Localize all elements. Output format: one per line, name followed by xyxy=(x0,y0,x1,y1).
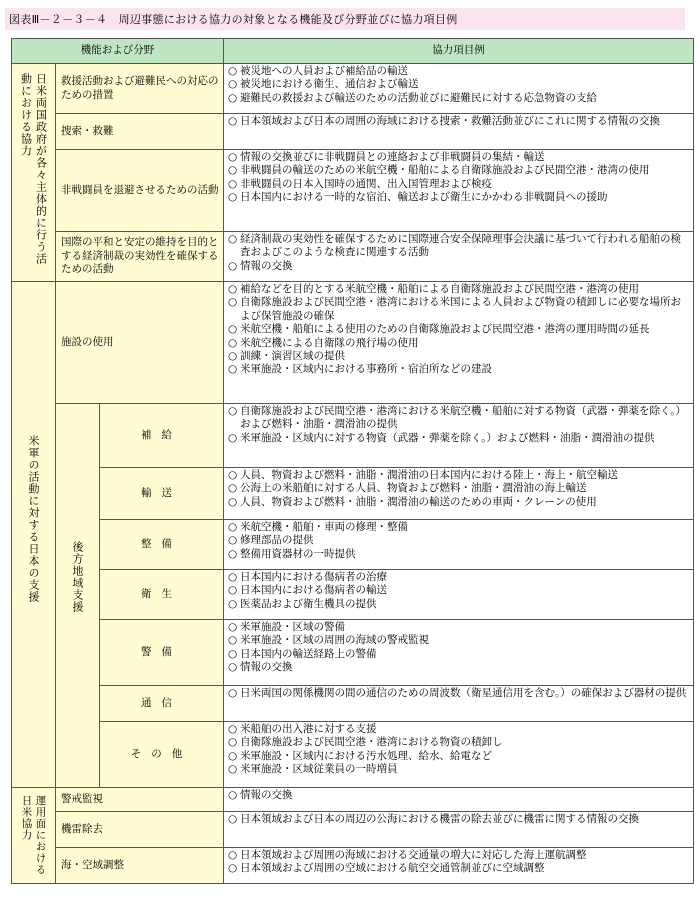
list-item: ○ 米軍施設・区域内における汚水処理、給水、給電など xyxy=(228,750,689,763)
list-item: ○ 情報の交換 xyxy=(228,789,689,802)
header-items: 協力項目例 xyxy=(224,39,694,64)
list-item: ○ 米航空機・船舶による使用のための自衛隊施設および民間空港・港湾の運用時間の延長 xyxy=(228,323,689,336)
items-cell xyxy=(224,570,694,620)
category-label: 輸送 xyxy=(100,468,224,520)
list-item: ○ 公海上の米船舶に対する人員、物資および燃料・油脂・潤滑油の海上輸送 xyxy=(228,482,689,495)
rear-support-label: 後方地域支援 xyxy=(56,404,100,788)
items-cell xyxy=(224,520,694,570)
list-item: ○ 日米両国の関係機関の間の通信のための周波数（衛星通信用を含む。）の確保および器材の提供 xyxy=(228,687,689,700)
list-item: ○ 日本国内における傷病者の輸送 xyxy=(228,584,689,597)
list-item: ○ 米軍施設・区域の警備 xyxy=(228,621,689,634)
table-row xyxy=(12,232,694,282)
items-cell xyxy=(224,150,694,232)
items-cell xyxy=(224,722,694,788)
list-item: ○ 人員、物資および燃料・油脂・潤滑油の日本国内における陸上・海上・航空輸送 xyxy=(228,469,689,482)
list-item: ○ 米軍施設・区域内に対する物資（武器・弾薬を除く。）および燃料・油脂・潤滑油の提供 xyxy=(228,432,689,445)
list-item: ○ 米軍施設・区域の周囲の海域の警戒監視 xyxy=(228,634,689,647)
list-item: ○ 米軍施設・区域内における事務所・宿泊所などの建設 xyxy=(228,363,689,376)
category-label: 整備 xyxy=(100,520,224,570)
list-item: ○ 被災地への人員および補給品の輸送 xyxy=(228,65,689,78)
list-item: ○ 情報の交換並びに非戦闘員との連絡および非戦闘員の集結・輸送 xyxy=(228,151,689,164)
row-label: 海・空域調整 xyxy=(56,848,224,884)
list-item: ○ 避難民の救援および輸送のための活動並びに避難民に対する応急物資の支給 xyxy=(228,92,689,105)
items-cell xyxy=(224,812,694,848)
list-item: ○ 非戦闘員の日本入国時の通関、出入国管理および検疫 xyxy=(228,178,689,191)
list-item: ○ 自衛隊施設および民間空港・港湾における米国による人員および物資の積卸しに必要な場所および保管施設の確保 xyxy=(228,296,689,323)
list-item: ○ 経済制裁の実効性を確保するために国際連合安全保障理事会決議に基づいて行われる船舶の検査およびこのような検査に関連する活動 xyxy=(228,233,689,260)
table-row xyxy=(12,812,694,848)
items-cell xyxy=(224,620,694,686)
table-row xyxy=(12,64,694,114)
figure-title: 図表Ⅲ－２－３－４ 周辺事態における協力の対象となる機能及び分野並びに協力項目例 xyxy=(9,13,458,26)
list-item: ○ 被災地における衛生、通信および輸送 xyxy=(228,78,689,91)
row-label: 警戒監視 xyxy=(56,788,224,812)
list-item: ○ 補給などを目的とする米航空機・船舶による自衛隊施設および民間空港・港湾の使用 xyxy=(228,283,689,296)
list-item: ○ 訓練・演習区域の提供 xyxy=(228,350,689,363)
list-item: ○ 米船舶の出入港に対する支援 xyxy=(228,723,689,736)
category-label: 衛生 xyxy=(100,570,224,620)
items-cell xyxy=(224,788,694,812)
table-row xyxy=(12,848,694,884)
table-row xyxy=(12,788,694,812)
list-item: ○ 整備用資器材の一時提供 xyxy=(228,548,689,561)
list-item: ○ 情報の交換 xyxy=(228,661,689,674)
table-row xyxy=(12,282,694,404)
list-item: ○ 情報の交換 xyxy=(228,260,689,273)
items-cell xyxy=(224,468,694,520)
list-item: ○ 日本領域および日本の周辺の公海における機雷の除去並びに機雷に関する情報の交換 xyxy=(228,813,689,826)
list-item: ○ 自衛隊施設および民間空港・港湾における物資の積卸し xyxy=(228,736,689,749)
table-row xyxy=(12,520,694,570)
header-function: 機能および分野 xyxy=(12,39,224,64)
category-label: 通信 xyxy=(100,686,224,722)
table-row xyxy=(12,468,694,520)
table-row xyxy=(12,114,694,150)
category-label: 警備 xyxy=(100,620,224,686)
items-cell xyxy=(224,64,694,114)
group-label-3: 運用面における日米協力 xyxy=(12,788,56,884)
items-cell xyxy=(224,686,694,722)
group-label-1: 日米両国政府が各々主体的に行う活動における協力 xyxy=(12,64,56,282)
list-item: ○ 米軍施設・区域従業員の一時増員 xyxy=(228,763,689,776)
list-item: ○ 日本領域および周囲の空域における航空交通管制並びに空域調整 xyxy=(228,862,689,875)
items-cell xyxy=(224,848,694,884)
items-cell xyxy=(224,114,694,150)
table-row xyxy=(12,686,694,722)
row-label: 施設の使用 xyxy=(56,282,224,404)
list-item: ○ 自衛隊施設および民間空港・港湾における米航空機・船舶に対する物資（武器・弾薬を除く。）および燃料・油脂・潤滑油の提供 xyxy=(228,405,689,432)
list-item: ○ 日本領域および日本の周囲の海域における捜索・救難活動並びにこれに関する情報の交換 xyxy=(228,115,689,128)
list-item: ○ 日本領域および周囲の海域における交通量の増大に対応した海上運航調整 xyxy=(228,849,689,862)
list-item: ○ 医薬品および衛生機具の提供 xyxy=(228,598,689,611)
list-item: ○ 米航空機・船舶・車両の修理・整備 xyxy=(228,521,689,534)
table-row xyxy=(12,570,694,620)
table-row xyxy=(12,150,694,232)
list-item: ○ 米航空機による自衛隊の飛行場の使用 xyxy=(228,337,689,350)
items-cell xyxy=(224,232,694,282)
items-cell xyxy=(224,282,694,404)
list-item: ○ 修理部品の提供 xyxy=(228,534,689,547)
list-item: ○ 非戦闘員の輸送のための米航空機・船舶による自衛隊施設および民間空港・港湾の使用 xyxy=(228,164,689,177)
cooperation-table xyxy=(11,38,694,884)
table-row xyxy=(12,722,694,788)
list-item: ○ 日本国内における一時的な宿泊、輸送および衛生にかかわる非戦闘員への援助 xyxy=(228,191,689,204)
header-row xyxy=(12,39,694,64)
items-cell xyxy=(224,404,694,468)
row-label: 国際の平和と安定の維持を目的とする経済制裁の実効性を確保するための活動 xyxy=(56,232,224,282)
figure-title-bar xyxy=(5,8,685,30)
group-label-2: 米軍の活動に対する日本の支援 xyxy=(12,282,56,788)
row-label: 捜索・救難 xyxy=(56,114,224,150)
row-label: 非戦闘員を退避させるための活動 xyxy=(56,150,224,232)
table-row xyxy=(12,620,694,686)
category-label: その他 xyxy=(100,722,224,788)
category-label: 補給 xyxy=(100,404,224,468)
row-label: 機雷除去 xyxy=(56,812,224,848)
list-item: ○ 日本国内の輸送経路上の警備 xyxy=(228,648,689,661)
list-item: ○ 人員、物資および燃料・油脂・潤滑油の輸送のための車両・クレーンの使用 xyxy=(228,496,689,509)
list-item: ○ 日本国内における傷病者の治療 xyxy=(228,571,689,584)
table-row xyxy=(12,404,694,468)
row-label: 救援活動および避難民への対応のための措置 xyxy=(56,64,224,114)
